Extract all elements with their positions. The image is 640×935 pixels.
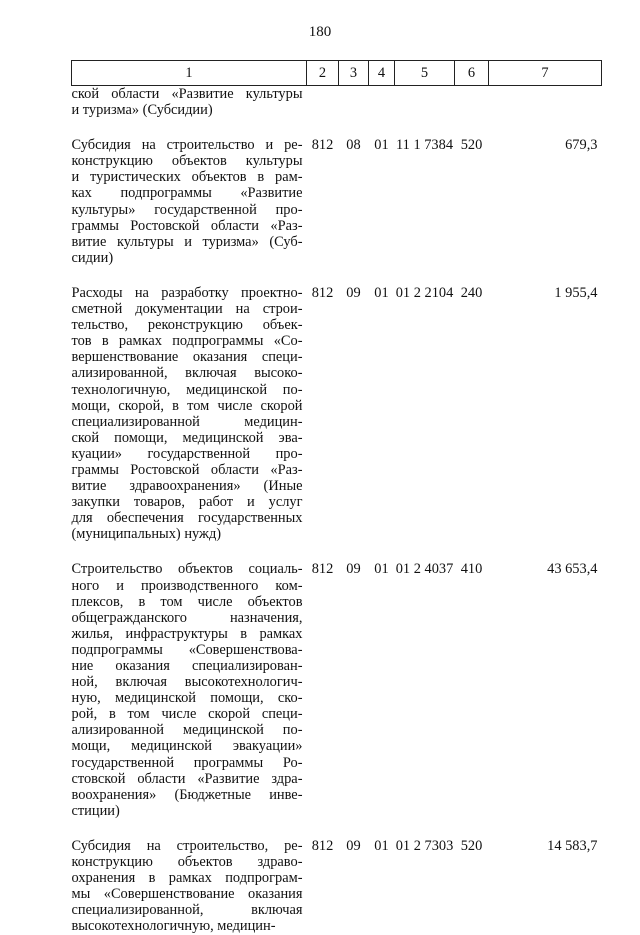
description-line: Субсидия на строительство и ре- <box>71 137 303 154</box>
description-line: специализированной, включая <box>71 902 303 919</box>
row-description <box>72 838 307 935</box>
row-spacer-cell <box>72 118 602 137</box>
col-header-7: 7 <box>489 61 602 86</box>
target-article-code: 11 1 7384 <box>395 137 454 154</box>
ministry-code: 812 <box>311 137 334 154</box>
description-line: охранения в рамках подпрограм- <box>71 870 303 887</box>
description-line: воохранения» (Бюджетные инве- <box>71 786 303 803</box>
target-article-code: 01 2 2104 <box>395 284 454 301</box>
description-line: и туристических объектов в рам- <box>71 169 303 186</box>
table-row <box>72 561 602 819</box>
ministry-code: 812 <box>311 837 334 854</box>
table-row <box>72 137 602 266</box>
description-line: подпрограммы «Совершенствова- <box>71 641 303 658</box>
description-line: технологичную, медицинской по- <box>71 381 303 398</box>
row-spacer-cell <box>72 542 602 561</box>
subsection-code: 01 <box>374 561 389 578</box>
description-line: мощи, скорой, в том числе скорой <box>71 397 303 414</box>
description-line: витие здравоохранения» (Иные <box>71 478 303 495</box>
section-code: 09 <box>346 561 361 578</box>
description-line: для обеспечения государственных <box>71 510 303 527</box>
col-header-4: 4 <box>369 61 395 86</box>
row-description <box>72 137 307 266</box>
description-line: Субсидия на строительство, ре- <box>71 837 303 854</box>
description-line: мощи, медицинской эвакуации» <box>71 738 303 755</box>
description-line: высокотехнологичную, медицин- <box>71 918 276 935</box>
section-code: 09 <box>346 837 361 854</box>
row-spacer-cell <box>72 266 602 285</box>
description-line: рой, в том числе скорой специ- <box>71 706 303 723</box>
description-line: граммы Ростовской области «Раз- <box>71 217 303 234</box>
col-header-6: 6 <box>455 61 489 86</box>
budget-table <box>71 60 602 935</box>
description-line: ной, включая высокотехнологич- <box>71 674 303 691</box>
subsection-code <box>369 86 395 119</box>
col-header-2: 2 <box>307 61 339 86</box>
expense-type-code: 410 <box>460 561 483 578</box>
subsection-code: 01 <box>374 837 389 854</box>
amount <box>489 86 602 119</box>
table-row <box>72 838 602 935</box>
amount: 43 653,4 <box>547 561 598 578</box>
table-row <box>72 285 602 543</box>
description-line: конструкцию объектов культуры <box>71 153 303 170</box>
description-line: и туризма» (Субсидии) <box>71 102 213 119</box>
expense-type-code: 520 <box>460 137 483 154</box>
description-line: тельство, реконструкцию объек- <box>71 317 303 334</box>
ministry-code: 812 <box>311 284 334 301</box>
description-line: культуры» государственной про- <box>71 201 303 218</box>
expense-type-code: 520 <box>460 837 483 854</box>
ministry-code <box>307 86 339 119</box>
col-header-3: 3 <box>339 61 369 86</box>
description-line: сидии) <box>71 249 114 266</box>
amount: 14 583,7 <box>547 837 598 854</box>
description-line: ской области «Развитие культуры <box>71 86 303 102</box>
description-line: ную, медицинской помощи, ско- <box>71 690 303 707</box>
section-code <box>339 86 369 119</box>
header-row <box>72 61 602 86</box>
row-description <box>72 86 307 119</box>
description-line: жилья, инфраструктуры в рамках <box>71 625 303 642</box>
description-line: Строительство объектов социаль- <box>71 561 303 578</box>
description-line: Расходы на разработку проектно- <box>71 284 303 301</box>
target-article-code: 01 2 7303 <box>395 837 454 854</box>
description-line: ках подпрограммы «Развитие <box>71 185 303 202</box>
description-line: стовской области «Развитие здра- <box>71 770 303 787</box>
description-line: конструкцию объектов здраво- <box>71 854 303 871</box>
row-spacer <box>72 266 602 285</box>
table-row <box>72 86 602 119</box>
description-line: ализированной, включая высоко- <box>71 365 303 382</box>
section-code: 08 <box>346 137 361 154</box>
row-spacer <box>72 118 602 137</box>
expense-type-code: 240 <box>460 284 483 301</box>
subsection-code: 01 <box>374 137 389 154</box>
target-article-code: 01 2 4037 <box>395 561 454 578</box>
description-line: государственной программы Ро- <box>71 754 303 771</box>
description-line: куации» государственной про- <box>71 445 303 462</box>
description-line: ализированной медицинской по- <box>71 722 303 739</box>
description-line: витие культуры и туризма» (Суб- <box>71 233 303 250</box>
description-line: закупки товаров, работ и услуг <box>71 494 303 511</box>
section-code: 09 <box>346 284 361 301</box>
description-line: стиции) <box>71 802 120 819</box>
col-header-1: 1 <box>72 61 307 86</box>
row-description <box>72 561 307 819</box>
description-line: общегражданского назначения, <box>71 609 303 626</box>
amount: 1 955,4 <box>554 284 598 301</box>
target-article-code <box>395 86 455 119</box>
row-spacer <box>72 819 602 838</box>
description-line: плексов, в том числе объектов <box>71 593 303 610</box>
expense-type-code <box>455 86 489 119</box>
page-number: 180 <box>308 24 332 40</box>
subsection-code: 01 <box>374 284 389 301</box>
row-spacer <box>72 542 602 561</box>
description-line: ние оказания специализирован- <box>71 658 303 674</box>
amount: 679,3 <box>565 137 598 154</box>
row-description <box>72 285 307 543</box>
description-line: сметной документации на строи- <box>71 301 303 318</box>
ministry-code: 812 <box>311 561 334 578</box>
description-line: (муниципальных) нужд) <box>71 526 222 543</box>
description-line: вершенствование оказания специ- <box>71 349 303 366</box>
description-line: ного и производственного ком- <box>71 577 303 594</box>
description-line: ской помощи, медицинской эва- <box>71 429 303 446</box>
col-header-5: 5 <box>395 61 455 86</box>
description-line: специализированной медицин- <box>71 413 303 430</box>
description-line: мы «Совершенствование оказания <box>71 886 303 903</box>
description-line: тов в рамках подпрограммы «Со- <box>71 333 303 350</box>
row-spacer-cell <box>72 819 602 838</box>
description-line: граммы Ростовской области «Раз- <box>71 461 303 478</box>
